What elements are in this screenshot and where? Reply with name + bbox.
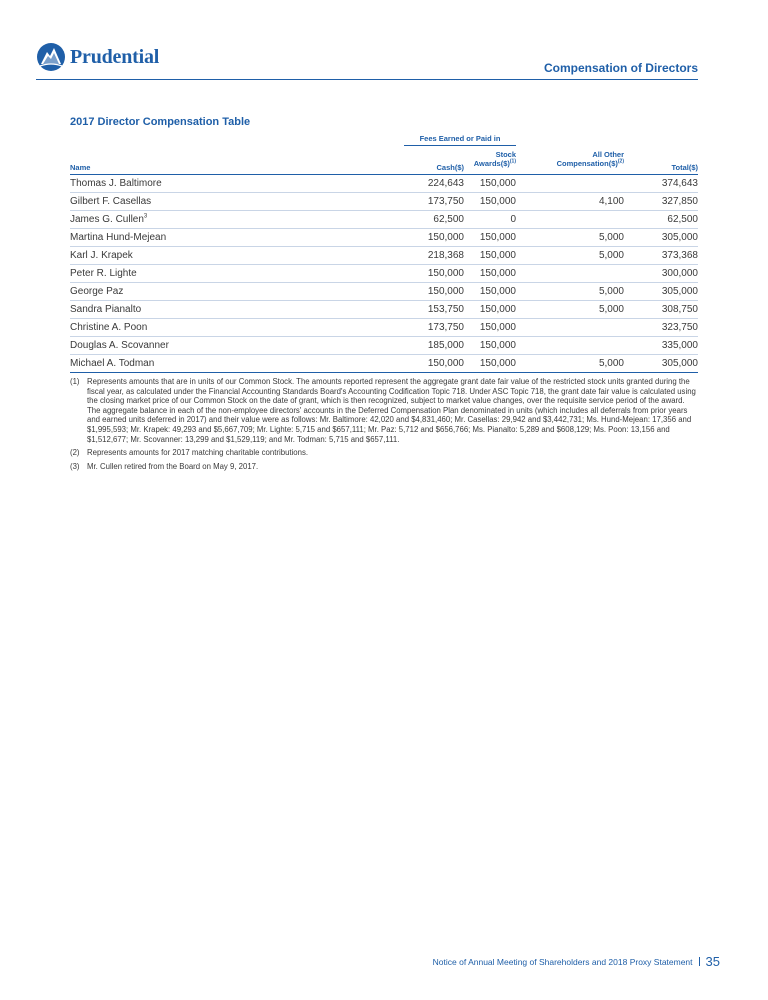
footnote-text: Mr. Cullen retired from the Board on May 9, 2017.	[87, 461, 259, 471]
page-number: 35	[705, 954, 720, 969]
other-cell: 5,000	[598, 232, 624, 243]
cash-cell: 153,750	[427, 304, 464, 315]
stock-cell: 0	[510, 214, 516, 225]
table-row	[70, 319, 698, 337]
stock-cell: 150,000	[479, 250, 516, 261]
table-row	[70, 283, 698, 301]
other-header-line2: Compensation($)	[556, 159, 618, 168]
column-header-stock-awards	[440, 150, 516, 170]
cash-cell: 173,750	[427, 196, 464, 207]
table-row	[70, 337, 698, 355]
fees-group-rule	[404, 145, 516, 146]
director-name: Thomas J. Baltimore	[70, 178, 162, 189]
table-title: 2017 Director Compensation Table	[70, 116, 251, 128]
footer-document-title: Notice of Annual Meeting of Shareholders and 2018 Proxy Statement	[432, 956, 693, 967]
other-cell: 5,000	[598, 250, 624, 261]
footnote-3	[70, 462, 698, 472]
footnotes	[70, 377, 698, 475]
compensation-table-body	[70, 175, 698, 373]
table-row	[70, 175, 698, 193]
stock-cell: 150,000	[479, 196, 516, 207]
table-row	[70, 193, 698, 211]
other-cell: 4,100	[598, 196, 624, 207]
footnote-number: (2)	[70, 448, 80, 458]
other-cell: 5,000	[598, 286, 624, 297]
table-row	[70, 355, 698, 373]
cash-cell: 224,643	[427, 178, 464, 189]
total-cell: 323,750	[661, 322, 698, 333]
header-divider	[36, 79, 698, 80]
footnote-text: Represents amounts that are in units of our Common Stock. The amounts reported represent the aggregate grant date fair value of the restricted stock units granted during the fiscal year, as calculated under the Financial Accounting Standards Board's Accounting Codification Topic 718. Under ASC Topic 718, the grant date fair value is calculated using the closing market price of our Common Stock on the date of grant, which is then recognized, subject to market value changes, over the requisite service period of the award. The aggregate balance in each of the non-employee directors' accounts in the Deferred Compensation Plan denominated in units (which includes all deferrals from prior years and earned units deferred in 2017) and their value were as follows: Mr. Baltimore: 42,020 and $4,831,460; Mr. Casellas: 29,942 and $3,442,731; Ms. Hund-Mejean: 17,356 and $1,995,593; Mr. Krapek: 49,293 and $5,667,709; Mr. Lighte: 5,715 and $657,111; Mr. Paz: 5,712 and $656,766; Ms. Pianalto: 5,289 and $608,129; Ms. Poon: 13,156 and $1,512,677; Mr. Scovanner: 13,299 and $1,529,119; and Mr. Todman: 5,715 and $657,111.	[87, 377, 696, 444]
stock-cell: 150,000	[479, 304, 516, 315]
table-row	[70, 265, 698, 283]
total-cell: 62,500	[667, 214, 698, 225]
fees-group-header: Fees Earned or Paid in	[419, 134, 501, 143]
stock-cell: 150,000	[479, 286, 516, 297]
total-cell: 305,000	[661, 286, 698, 297]
brand-logo	[36, 42, 159, 72]
stock-cell: 150,000	[479, 232, 516, 243]
other-cell: 5,000	[598, 358, 624, 369]
cash-cell: 150,000	[427, 286, 464, 297]
director-name: Douglas A. Scovanner	[70, 340, 169, 351]
footnote-2	[70, 448, 698, 458]
total-cell: 305,000	[661, 232, 698, 243]
total-cell: 335,000	[661, 340, 698, 351]
footnote-1	[70, 377, 698, 444]
column-header-other-comp	[520, 150, 624, 170]
brand-name: Prudential	[70, 45, 160, 68]
stock-header-line1: Stock	[495, 150, 516, 159]
rock-of-gibraltar-icon	[36, 42, 66, 72]
director-name: Gilbert F. Casellas	[70, 196, 152, 207]
director-name: Peter R. Lighte	[70, 268, 137, 279]
cash-cell: 150,000	[427, 358, 464, 369]
total-cell: 305,000	[661, 358, 698, 369]
total-cell: 374,643	[661, 178, 698, 189]
footnote-number: (3)	[70, 461, 80, 471]
stock-cell: 150,000	[479, 322, 516, 333]
cash-cell: 150,000	[427, 232, 464, 243]
stock-cell: 150,000	[479, 268, 516, 279]
other-cell: 5,000	[598, 304, 624, 315]
stock-cell: 150,000	[479, 358, 516, 369]
total-cell: 373,368	[661, 250, 698, 261]
total-cell: 308,750	[661, 304, 698, 315]
table-row	[70, 247, 698, 265]
footnote-number: (1)	[70, 377, 80, 386]
column-header-total: Total($)	[671, 163, 698, 172]
section-title: Compensation of Directors	[543, 61, 698, 75]
stock-cell: 150,000	[479, 178, 516, 189]
other-header-line1: All Other	[592, 150, 624, 159]
stock-footnote-ref: (1)	[509, 158, 516, 165]
director-name: Sandra Pianalto	[70, 304, 142, 315]
total-cell: 300,000	[661, 268, 698, 279]
director-name: James G. Cullen$^3$	[70, 213, 148, 225]
page-footer	[433, 954, 720, 969]
cash-cell: 173,750	[427, 322, 464, 333]
director-name: Karl J. Krapek	[70, 250, 133, 261]
column-header-name: Name	[70, 163, 91, 172]
director-name: George Paz	[70, 286, 124, 297]
director-name: Christine A. Poon	[70, 322, 148, 333]
stock-header-line2: Awards($)	[473, 159, 510, 168]
footer-separator	[699, 957, 700, 966]
stock-cell: 150,000	[479, 340, 516, 351]
cash-cell: 62,500	[433, 214, 464, 225]
cash-cell: 150,000	[427, 268, 464, 279]
director-name: Martina Hund-Mejean	[70, 232, 167, 243]
total-cell: 327,850	[661, 196, 698, 207]
other-footnote-ref: (2)	[617, 158, 624, 165]
table-row	[70, 211, 698, 229]
table-row	[70, 301, 698, 319]
table-row	[70, 229, 698, 247]
column-header-cash: Cash($)	[436, 163, 464, 172]
director-name: Michael A. Todman	[70, 358, 155, 369]
cash-cell: 218,368	[427, 250, 464, 261]
cash-cell: 185,000	[427, 340, 464, 351]
footnote-text: Represents amounts for 2017 matching charitable contributions.	[87, 448, 309, 458]
